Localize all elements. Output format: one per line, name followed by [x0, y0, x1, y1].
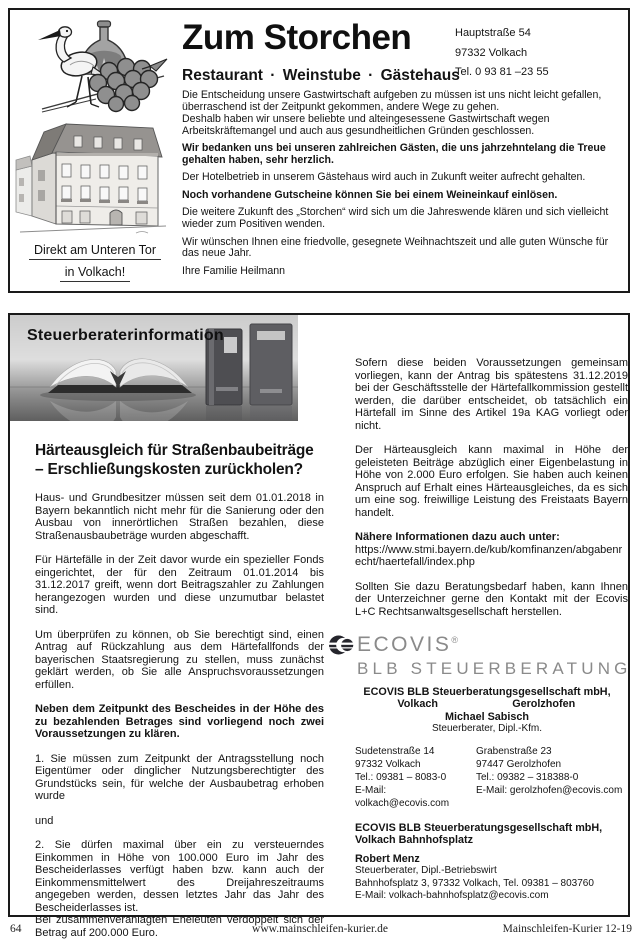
person2-email: E-Mail: volkach-bahnhofsplatz@ecovis.com	[355, 890, 549, 901]
tax-heading-line-1: Härteausgleich für Straßenbaubeiträge	[35, 442, 314, 459]
office-line: 97332 Volkach	[355, 758, 421, 770]
office-line: 97447 Gerolzhofen	[476, 758, 562, 770]
ad-body-text	[182, 90, 626, 283]
firm1-name: ECOVIS BLB Steuerberatungsgesellschaft mbH,	[363, 685, 611, 698]
banner-title: Steuerberaterinformation	[27, 327, 224, 344]
tax-paragraph: 1. Sie müssen zum Zeitpunkt der Antragsstellung noch Eigentümer oder dinglicher Nutzungsberechtigter des Grundstücks sein, für welche der Ausbaubetrag erhoben wurde	[35, 752, 324, 802]
footer-issue: Mainschleifen-Kurier 12-19	[502, 923, 632, 935]
tax-paragraph: Haus- und Grundbesitzer müssen seit dem 01.01.2018 in Bayern bekanntlich nicht mehr für die Sanierung oder den Ausbau von innerörtlichen Straßen bezahlen, diese Straßenausbaubeträge wurden abgeschafft.	[35, 492, 324, 542]
firm2-location: Volkach Bahnhofsplatz	[355, 834, 473, 846]
ad-paragraph: Wir wünschen Ihnen eine friedvolle, gesegnete Weihnachtszeit und alle guten Wünsche für das neue Jahr.	[182, 235, 609, 260]
person2-address: Bahnhofsplatz 3, 97332 Volkach, Tel. 09381 – 803760	[355, 877, 594, 889]
ecovis-brand-row	[357, 632, 628, 658]
footer-page-number: 64	[10, 923, 22, 935]
ad-paragraph-bold: Noch vorhandene Gutscheine können Sie bei einem Weineinkauf einlösen.	[182, 188, 558, 201]
person1-name: Michael Sabisch	[444, 710, 529, 723]
office-line: E-Mail: gerolzhofen@ecovis.com	[476, 784, 623, 796]
tax-paragraph: Bei zusammenveranlagten Eheleuten verdoppelt sich der Betrag auf 200.000 Euro.	[35, 914, 324, 939]
ad-signature: Ihre Familie Heilmann	[182, 264, 286, 277]
address-street: Hauptstraße 54	[455, 27, 531, 39]
ecovis-logo-icon	[329, 632, 355, 662]
tax-paragraph: 2. Sie dürfen maximal über ein zu versteuerndes Einkommen in Höhe von 100.000 Euro im Jahr des Bescheiderlasses verfügt haben bzw. kann auch der Einkommensmittelwert des Dreijahreszeitraums angegeben werden, dessen letztes Jahr das Jahr des Bescheiderlasses ist.	[35, 839, 324, 914]
firm1-city-volkach: Volkach	[397, 698, 438, 710]
tax-paragraph: Sollten Sie dazu Beratungsbedarf haben, kann Ihnen der Unterzeichner gerne den Kontakt mit der Ecovis L+C Rechtsanwaltsgesellschaft herstellen.	[355, 580, 628, 618]
ad-paragraph: Die weitere Zukunft des „Storchen“ wird sich um die Jahreswende klären und sich vielleicht wieder zum Positiven wenden.	[182, 206, 609, 231]
ad-paragraph: Der Hotelbetrieb in unserem Gästehaus wird auch in Zukunft weiter aufrecht gehalten.	[182, 171, 586, 184]
firm2-block	[355, 822, 628, 903]
registered-mark: ®	[451, 635, 458, 645]
tax-heading-line-2: – Erschließungskosten zurückholen?	[35, 461, 303, 478]
storchen-ad-box	[8, 8, 630, 293]
tax-left-column	[35, 441, 324, 951]
office-line: Grabenstraße 23	[476, 745, 552, 757]
address-city: 97332 Volkach	[455, 46, 528, 59]
tax-paragraph: Um überprüfen zu können, ob Sie berechtigt sind, einen Antrag auf Rückzahlung aus dem Härtefallfonds der bayerischen Staatsregierung zu stellen, muss zunächst geklärt werden, ob Sie alle Anspruchsvoraussetzungen erfüllen.	[35, 628, 324, 691]
tax-paragraph: und	[35, 814, 54, 827]
firm1-cities	[361, 698, 613, 711]
footer-website: www.mainschleifen-kurier.de	[252, 923, 388, 935]
tax-paragraph: Sofern diese beiden Voraussetzungen gemeinsam vorliegen, kann der Antrag bis spätestens 31.12.2019 bei der Geschäftsstelle der Härtefallkommission gestellt werden, die darüber entscheidet, ob tatsächlich ein Härtefall im Sinne des Artikel 19a KAG vorliegt oder nicht.	[355, 357, 628, 432]
ad-paragraph: Deshalb haben wir unsere beliebte und alteingesessene Gastwirtschaft wegen Arbeitskräftemangel und auch aus gesundheitlichen Gründen geschlossen.	[182, 112, 550, 137]
address-phone: Tel. 0 93 81 –23 55	[455, 66, 549, 78]
ad-caption	[10, 243, 180, 287]
office-line: E-Mail: volkach@ecovis.com	[355, 784, 450, 809]
stork-wine-logo-icon	[38, 16, 168, 112]
info-heading: Nähere Informationen dazu auch unter:	[355, 531, 560, 543]
ad-paragraph-bold: Wir bedanken uns bei unseren zahlreichen Gästen, die uns jahrzehntelang die Treue gehalten haben, sehr herzlich.	[182, 142, 606, 167]
ad-paragraph: Die Entscheidung unsere Gastwirtschaft aufgeben zu müssen ist uns nicht leicht gefallen, überraschend ist der Zeitpunkt gekommen, andere Wege zu gehen.	[182, 89, 602, 113]
person1-title: Steuerberater, Dipl.-Kfm.	[431, 723, 543, 734]
banner-photo-image	[10, 315, 298, 421]
firm2-name: ECOVIS BLB Steuerberatungsgesellschaft mbH,	[355, 821, 603, 834]
person2-title: Steuerberater, Dipl.-Betriebswirt	[355, 865, 497, 876]
ad-subtitle: Restaurant · Weinstube · Gästehaus	[182, 67, 460, 84]
ecovis-contact-block	[355, 632, 632, 903]
tax-right-column	[355, 357, 632, 903]
firm1-city-gerolzhofen: Gerolzhofen	[512, 698, 576, 710]
person2-name: Robert Menz	[355, 852, 420, 865]
ad-title: Zum Storchen	[182, 18, 412, 57]
caption-line-1: Direkt am Unteren Tor	[29, 243, 161, 260]
office-volkach	[355, 745, 476, 810]
ecovis-brand-name: ECOVIS	[357, 633, 452, 656]
firm1-header	[361, 686, 613, 736]
page-footer	[0, 923, 640, 939]
info-url: https://www.stmi.bayern.de/kub/komfinanzen/abgabenrecht/haertefall/index.php	[355, 543, 623, 568]
office-gerolzhofen	[476, 745, 628, 810]
hotel-building-sketch-image	[16, 112, 168, 242]
office-line: Sudetenstraße 14	[355, 745, 435, 757]
ecovis-brand-subtitle: BLB STEUERBERATUNG	[357, 659, 632, 678]
tax-paragraph: Der Härteausgleich kann maximal in Höhe der geleisteten Beiträge abzüglich einer Eigenbelastung in Höhe von 2.000 Euro erfolgen. Sie haben auch keinen Anspruch auf Erhalt eines Härteausgleiches, da es sich um eine sog. freiwillige Leistung des Freistaats Bayern handelt.	[355, 444, 628, 519]
caption-line-2: in Volkach!	[60, 265, 130, 282]
office-line: Tel.: 09382 – 318388-0	[476, 771, 579, 783]
tax-heading	[35, 441, 324, 479]
tax-paragraph-bold: Neben dem Zeitpunkt des Bescheides in der Höhe des zu bezahlenden Betrages sind vorliegend noch zwei Voraussetzungen zu klären.	[35, 703, 324, 740]
ad-address	[455, 24, 549, 83]
tax-paragraph: Für Härtefälle in der Zeit davor wurde ein spezieller Fonds eingerichtet, der für den Zeitraum 01.01.2014 bis 31.12.2017 greift, wenn dort Beitragszahler zu Zahlungen herangezogen wurden und diese unzumutbar belastet sind.	[35, 554, 324, 616]
office-columns	[355, 745, 628, 810]
office-line: Tel.: 09381 – 8083-0	[355, 771, 447, 783]
